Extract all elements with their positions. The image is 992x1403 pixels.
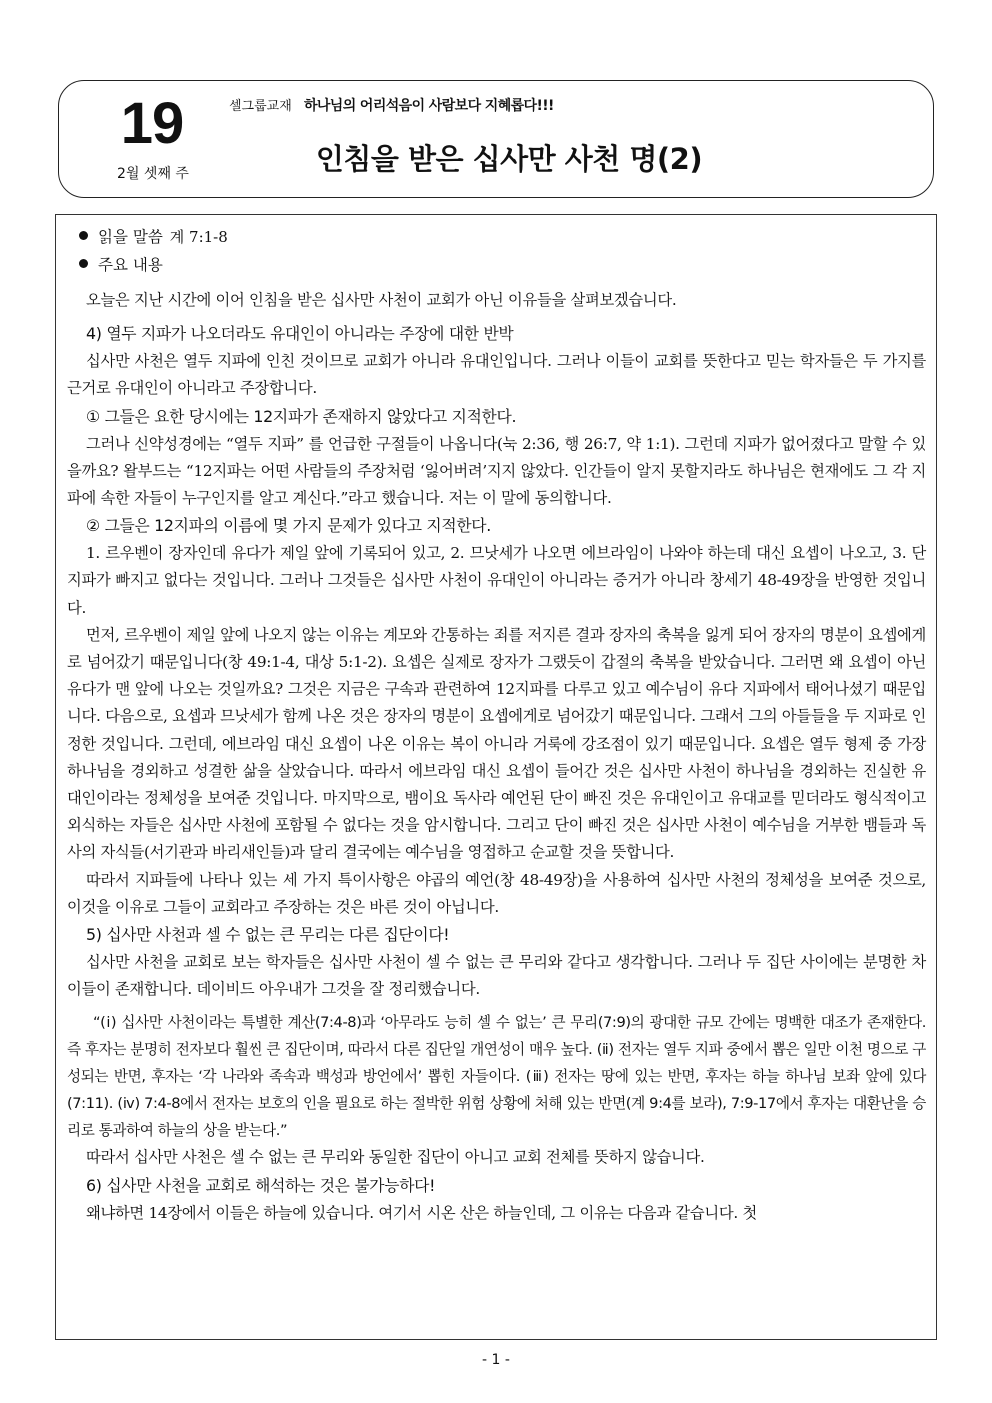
reading-ref: 계 7:1-8 [169, 228, 228, 246]
section-4-point-1: ① 그들은 요한 당시에는 12지파가 존재하지 않았다고 지적한다. [86, 406, 517, 426]
page-number: - 1 - [482, 1352, 510, 1368]
page-title: 인침을 받은 십사만 사천 명(2) [315, 142, 703, 176]
bullet-icon [79, 259, 88, 268]
intro-paragraph: 오늘은 지난 시간에 이어 인침을 받은 십사만 사천이 교회가 아닌 이유들을 살펴보겠습니다. [86, 291, 677, 309]
bullet-icon [79, 231, 88, 240]
series-label: 셀그룹교재 [229, 99, 292, 114]
section-4-paragraph-3: 1. 르우벤이 장자인데 유다가 제일 앞에 기록되어 있고, 2. 므낫세가 나오면 에브라임이 나와야 하는데 대신 요셉이 나오고, 3. 단 지파가 빠지고 없다는 것입니다. 그러나 그것들은 십사만 사천이 유대인이 아니라는 증거가 아니라 창세기 48-49장을 반영한 것입니다. [67, 544, 926, 617]
reading-line [67, 223, 926, 251]
section-5-paragraph-2: 따라서 십사만 사천은 셀 수 없는 큰 무리와 동일한 집단이 아니고 교회 전체를 뜻하지 않습니다. [86, 1148, 705, 1167]
section-4-paragraph-1: 십사만 사천은 열두 지파에 인친 것이므로 교회가 아니라 유대인입니다. 그러나 이들이 교회를 뜻한다고 믿는 학자들은 두 가지를 근거로 유대인이 아니라고 주장합니다. [67, 352, 926, 398]
section-4-paragraph-5: 따라서 지파들에 나타나 있는 세 가지 특이사항은 야곱의 예언(창 48-49장)을 사용하여 십사만 사천의 정체성을 보여준 것으로, 이것을 이유로 그들이 교회라고 주장하는 것은 바른 것이 아닙니다. [67, 870, 926, 916]
lesson-header [58, 80, 934, 198]
section-5-paragraph-1: 십사만 사천을 교회로 보는 학자들은 십사만 사천이 셀 수 없는 큰 무리와 같다고 생각합니다. 그러나 두 집단 사이에는 분명한 차이들이 존재합니다. 데이비드 아우내가 그것을 잘 정리했습니다. [67, 953, 926, 999]
section-6-paragraph-1: 왜냐하면 14장에서 이들은 하늘에 있습니다. 여기서 시온 산은 하늘인데, 그 이유는 다음과 같습니다. 첫 [86, 1203, 757, 1222]
series-theme: 하나님의 어리석음이 사람보다 지혜롭다!!! [303, 98, 554, 114]
section-6-heading: 6) 십사만 사천을 교회로 해석하는 것은 불가능하다! [86, 1175, 436, 1195]
series-line [229, 95, 554, 115]
reading-label: 읽을 말씀 [98, 228, 163, 246]
lesson-content [55, 214, 937, 1340]
section-5-heading: 5) 십사만 사천과 셀 수 없는 큰 무리는 다른 집단이다! [86, 925, 450, 945]
section-4-heading: 4) 열두 지파가 나오더라도 유대인이 아니라는 주장에 대한 반박 [86, 324, 514, 344]
lesson-number: 19 [120, 91, 184, 156]
section-4-paragraph-4: 먼저, 르우벤이 제일 앞에 나오지 않는 이유는 계모와 간통하는 죄를 저지른 결과 장자의 축복을 잃게 되어 장자의 명분이 요셉에게로 넘어갔기 때문입니다(창 49:1-4, 대상 5:1-2). 요셉은 실제로 장자가 그랬듯이 갑절의 축복을 받았습니다. 그러면 왜 요셉이 아닌 유다가 맨 앞에 나오는 것일까요? 그것은 지금은 구속과 관련하여 12지파를 다루고 있고 예수님이 유다 지파에서 태어나셨기 때문입니다. 다음으로, 요셉과 므낫세가 함께 나온 것은 장자의 명분이 요셉에게로 넘어갔기 때문입니다. 그래서 그의 아들들을 두 지파로 인정한 것입니다. 그런데, 에브라임 대신 요셉이 나온 이유는 복이 아니라 거룩에 강조점이 있기 때문입니다. 요셉은 열두 형제 중 가장 하나님을 경외하고 성결한 삶을 살았습니다. 따라서 에브라임 대신 요셉이 들어간 것은 십사만 사천이 하나님을 경외하는 진실한 유대인이라는 정체성을 보여준 것입니다. 마지막으로, 뱀이요 독사라 예언된 단이 빠진 것은 유대인이고 유대교를 믿더라도 형식적이고 외식하는 자들은 십사만 사천에 포함될 수 없다는 것을 암시합니다. 그리고 단이 빠진 것은 십사만 사천이 예수님을 거부한 뱀들과 독사의 자식들(서기관과 바리새인들)과 달리 결국에는 예수님을 영접하고 순교할 것을 뜻합니다. [67, 625, 926, 862]
section-4-paragraph-2: 그러나 신약성경에는 “열두 지파” 를 언급한 구절들이 나옵니다(눅 2:36, 행 26:7, 약 1:1). 그런데 지파가 없어졌다고 말할 수 있을까요? 왈부드는 “12지파는 어떤 사람들의 주장처럼 ‘잃어버려’지지 않았다. 인간들이 알지 못할지라도 하나님은 현재에도 그 각 지파에 속한 자들이 누구인지를 알고 계신다.”라고 했습니다. 저는 이 말에 동의합니다. [67, 434, 926, 508]
summary-line [67, 251, 926, 279]
week-label: 2월 셋째 주 [117, 166, 189, 182]
summary-label: 주요 내용 [98, 256, 163, 274]
section-4-point-2: ② 그들은 12지파의 이름에 몇 가지 문제가 있다고 지적한다. [86, 516, 491, 536]
section-5-quote: “(ⅰ) 십사만 사천이라는 특별한 계산(7:4-8)과 ‘아무라도 능히 셀 수 없는’ 큰 무리(7:9)의 광대한 규모 간에는 명백한 대조가 존재한다. 즉 후자는 분명히 전자보다 훨씬 큰 집단이며, 따라서 다른 집단일 개연성이 매우 높다. (ⅱ) 전자는 열두 지파 중에서 뽑은 일만 이천 명으로 구성되는 반면, 후자는 ‘각 나라와 족속과 백성과 방언에서’ 뽑힌 자들이다. (ⅲ) 전자는 땅에 있는 반면, 후자는 하늘 하나님 보좌 앞에 있다(7:11). (ⅳ) 7:4-8에서 전자는 보호의 인을 필요로 하는 절박한 위험 상황에 처해 있는 반면(계 9:4를 보라), 7:9-17에서 후자는 대환난을 승리로 통과하여 하늘의 상을 받는다.” [67, 1014, 926, 1140]
